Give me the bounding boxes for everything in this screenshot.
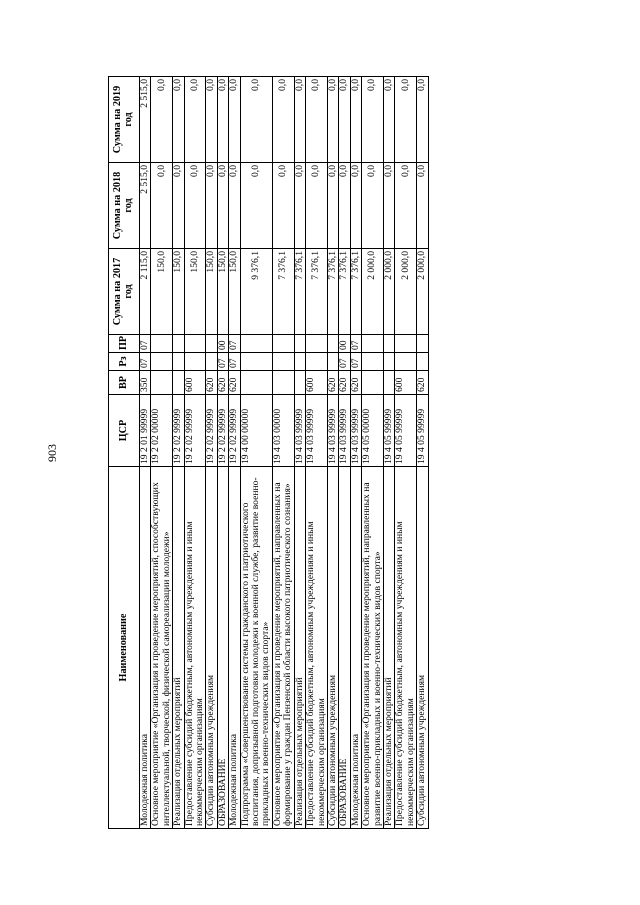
header-sum-2019: Сумма на 2019 год xyxy=(109,77,140,163)
cell-sum-2017: 7 376,1 xyxy=(339,249,350,335)
table-row xyxy=(383,77,394,829)
cell-vr xyxy=(272,371,294,395)
cell-csr: 19 4 03 99999 xyxy=(350,395,361,467)
header-pr: ПР xyxy=(109,335,140,353)
cell-vr xyxy=(151,371,173,395)
cell-name: Предоставление субсидий бюджетным, автономным учреждениям и иным некоммерческим организациям xyxy=(306,467,328,829)
cell-csr: 19 4 05 00000 xyxy=(362,395,384,467)
table-row xyxy=(350,77,361,829)
cell-rz xyxy=(272,353,294,371)
cell-sum-2019: 0,0 xyxy=(229,77,240,163)
cell-pr xyxy=(417,335,428,353)
cell-pr xyxy=(173,335,184,353)
cell-sum-2017: 2 000,0 xyxy=(417,249,428,335)
table-row xyxy=(306,77,328,829)
table-row xyxy=(362,77,384,829)
cell-sum-2017: 7 376,1 xyxy=(306,249,328,335)
cell-csr: 19 4 00 00000 xyxy=(240,395,272,467)
cell-sum-2018: 0,0 xyxy=(240,163,272,249)
rotated-table-frame xyxy=(108,77,598,829)
cell-csr: 19 2 02 99999 xyxy=(206,395,217,467)
cell-pr xyxy=(151,335,173,353)
cell-name: Основное мероприятие «Организация и проведение мероприятий, направленных на формирование у граждан Пензенской области высокого патриотического сознания» xyxy=(272,467,294,829)
cell-pr xyxy=(294,335,305,353)
cell-sum-2017: 2 000,0 xyxy=(362,249,384,335)
cell-sum-2019: 0,0 xyxy=(272,77,294,163)
cell-csr: 19 2 02 99999 xyxy=(217,395,228,467)
header-name: Наименование xyxy=(109,467,140,829)
table-row xyxy=(294,77,305,829)
cell-sum-2017: 7 376,1 xyxy=(350,249,361,335)
cell-vr: 620 xyxy=(206,371,217,395)
cell-pr xyxy=(184,335,206,353)
cell-sum-2019: 0,0 xyxy=(362,77,384,163)
header-vr: ВР xyxy=(109,371,140,395)
cell-vr: 620 xyxy=(327,371,338,395)
cell-name: Реализация отдельных мероприятий xyxy=(383,467,394,829)
table-row xyxy=(395,77,417,829)
cell-csr: 19 2 01 99999 xyxy=(140,395,151,467)
cell-vr: 620 xyxy=(229,371,240,395)
cell-pr xyxy=(240,335,272,353)
cell-name: ОБРАЗОВАНИЕ xyxy=(339,467,350,829)
cell-sum-2018: 0,0 xyxy=(294,163,305,249)
cell-vr: 620 xyxy=(350,371,361,395)
cell-csr: 19 4 03 00000 xyxy=(272,395,294,467)
cell-vr xyxy=(294,371,305,395)
cell-sum-2019: 0,0 xyxy=(294,77,305,163)
table-header-row xyxy=(109,77,140,829)
cell-sum-2018: 0,0 xyxy=(327,163,338,249)
cell-name: Молодежная политика xyxy=(350,467,361,829)
cell-name: Молодежная политика xyxy=(229,467,240,829)
cell-csr: 19 2 02 99999 xyxy=(184,395,206,467)
cell-sum-2017: 7 376,1 xyxy=(294,249,305,335)
table-container xyxy=(108,77,598,829)
cell-vr: 620 xyxy=(417,371,428,395)
cell-sum-2018: 0,0 xyxy=(173,163,184,249)
cell-name: Предоставление субсидий бюджетным, автономным учреждениям и иным некоммерческим организациям xyxy=(184,467,206,829)
table-body xyxy=(140,77,429,829)
cell-pr: 07 xyxy=(140,335,151,353)
cell-sum-2018: 0,0 xyxy=(395,163,417,249)
cell-rz xyxy=(240,353,272,371)
cell-sum-2017: 2 115,0 xyxy=(140,249,151,335)
cell-sum-2017: 9 376,1 xyxy=(240,249,272,335)
cell-sum-2017: 7 376,1 xyxy=(327,249,338,335)
page-number: 903 xyxy=(45,444,59,462)
cell-sum-2018: 2 515,0 xyxy=(140,163,151,249)
table-row xyxy=(240,77,272,829)
table-row xyxy=(140,77,151,829)
cell-vr xyxy=(173,371,184,395)
cell-sum-2018: 0,0 xyxy=(151,163,173,249)
table-row xyxy=(229,77,240,829)
cell-sum-2018: 0,0 xyxy=(272,163,294,249)
cell-sum-2018: 0,0 xyxy=(217,163,228,249)
cell-csr: 19 4 05 99999 xyxy=(417,395,428,467)
cell-csr: 19 4 03 99999 xyxy=(339,395,350,467)
cell-sum-2019: 0,0 xyxy=(206,77,217,163)
cell-name: Субсидии автономным учреждениям xyxy=(206,467,217,829)
cell-sum-2019: 0,0 xyxy=(151,77,173,163)
cell-pr xyxy=(327,335,338,353)
cell-sum-2018: 0,0 xyxy=(383,163,394,249)
cell-pr xyxy=(206,335,217,353)
table-row xyxy=(327,77,338,829)
cell-rz xyxy=(417,353,428,371)
cell-sum-2017: 2 000,0 xyxy=(395,249,417,335)
cell-pr: 07 xyxy=(229,335,240,353)
cell-csr: 19 4 05 99999 xyxy=(383,395,394,467)
cell-pr: 00 xyxy=(339,335,350,353)
cell-sum-2018: 0,0 xyxy=(206,163,217,249)
cell-vr xyxy=(383,371,394,395)
cell-sum-2018: 0,0 xyxy=(306,163,328,249)
cell-vr: 620 xyxy=(217,371,228,395)
cell-sum-2018: 0,0 xyxy=(362,163,384,249)
cell-rz xyxy=(184,353,206,371)
cell-sum-2017: 150,0 xyxy=(229,249,240,335)
cell-name: Субсидии автономным учреждениям xyxy=(327,467,338,829)
cell-sum-2017: 150,0 xyxy=(173,249,184,335)
cell-sum-2019: 0,0 xyxy=(339,77,350,163)
cell-sum-2017: 2 000,0 xyxy=(383,249,394,335)
cell-rz xyxy=(362,353,384,371)
cell-sum-2017: 7 376,1 xyxy=(272,249,294,335)
header-rz: Рз xyxy=(109,353,140,371)
cell-csr: 19 4 03 99999 xyxy=(294,395,305,467)
cell-sum-2018: 0,0 xyxy=(417,163,428,249)
cell-sum-2019: 0,0 xyxy=(184,77,206,163)
cell-pr xyxy=(272,335,294,353)
cell-name: Основное мероприятие «Организация и проведение мероприятий, направленных на развитие военно-прикладных и военно-технических видов спорта» xyxy=(362,467,384,829)
cell-csr: 19 2 02 00000 xyxy=(151,395,173,467)
cell-rz xyxy=(327,353,338,371)
budget-table xyxy=(108,76,429,829)
cell-name: Молодежная политика xyxy=(140,467,151,829)
table-row xyxy=(173,77,184,829)
table-row xyxy=(272,77,294,829)
cell-pr xyxy=(383,335,394,353)
cell-name: Подпрограмма «Совершенствование системы гражданского и патриотического воспитания, допризывной подготовки молодежи к военной службе, развитие военно-прикладных и военно-технических видов спорта» xyxy=(240,467,272,829)
cell-sum-2019: 0,0 xyxy=(217,77,228,163)
cell-name: Субсидии автономным учреждениям xyxy=(417,467,428,829)
cell-rz xyxy=(395,353,417,371)
cell-csr: 19 2 02 99999 xyxy=(173,395,184,467)
cell-pr: 00 xyxy=(217,335,228,353)
cell-sum-2019: 0,0 xyxy=(240,77,272,163)
table-row xyxy=(417,77,428,829)
cell-vr xyxy=(240,371,272,395)
cell-vr xyxy=(362,371,384,395)
cell-sum-2019: 2 515,0 xyxy=(140,77,151,163)
cell-sum-2019: 0,0 xyxy=(306,77,328,163)
table-row xyxy=(206,77,217,829)
cell-sum-2019: 0,0 xyxy=(173,77,184,163)
cell-sum-2019: 0,0 xyxy=(417,77,428,163)
cell-sum-2017: 150,0 xyxy=(184,249,206,335)
cell-name: ОБРАЗОВАНИЕ xyxy=(217,467,228,829)
cell-name: Основное мероприятие «Организация и проведение мероприятий, способствующих интеллектуальной, творческой, физической самореализации молодежи» xyxy=(151,467,173,829)
cell-rz: 07 xyxy=(140,353,151,371)
cell-pr xyxy=(395,335,417,353)
cell-vr: 600 xyxy=(395,371,417,395)
cell-rz: 07 xyxy=(217,353,228,371)
cell-pr xyxy=(306,335,328,353)
cell-csr: 19 2 02 99999 xyxy=(229,395,240,467)
cell-vr: 600 xyxy=(184,371,206,395)
table-row xyxy=(151,77,173,829)
cell-rz: 07 xyxy=(229,353,240,371)
cell-sum-2017: 150,0 xyxy=(206,249,217,335)
header-sum-2018: Сумма на 2018 год xyxy=(109,163,140,249)
cell-sum-2019: 0,0 xyxy=(395,77,417,163)
cell-rz xyxy=(294,353,305,371)
cell-sum-2017: 150,0 xyxy=(151,249,173,335)
cell-rz xyxy=(151,353,173,371)
cell-rz: 07 xyxy=(350,353,361,371)
cell-csr: 19 4 03 99999 xyxy=(306,395,328,467)
cell-sum-2017: 150,0 xyxy=(217,249,228,335)
cell-sum-2018: 0,0 xyxy=(350,163,361,249)
header-sum-2017: Сумма на 2017 год xyxy=(109,249,140,335)
cell-pr xyxy=(362,335,384,353)
cell-name: Предоставление субсидий бюджетным, автономным учреждениям и иным некоммерческим организациям xyxy=(395,467,417,829)
cell-rz xyxy=(383,353,394,371)
cell-sum-2019: 0,0 xyxy=(350,77,361,163)
cell-sum-2018: 0,0 xyxy=(229,163,240,249)
header-csr: ЦСР xyxy=(109,395,140,467)
cell-rz xyxy=(206,353,217,371)
cell-sum-2018: 0,0 xyxy=(339,163,350,249)
cell-vr: 600 xyxy=(306,371,328,395)
cell-name: Реализация отдельных мероприятий xyxy=(173,467,184,829)
cell-csr: 19 4 05 99999 xyxy=(395,395,417,467)
cell-rz xyxy=(173,353,184,371)
cell-vr: 620 xyxy=(339,371,350,395)
cell-pr: 07 xyxy=(350,335,361,353)
table-row xyxy=(339,77,350,829)
cell-name: Реализация отдельных мероприятий xyxy=(294,467,305,829)
cell-vr: 350 xyxy=(140,371,151,395)
table-row xyxy=(217,77,228,829)
table-row xyxy=(184,77,206,829)
cell-sum-2019: 0,0 xyxy=(327,77,338,163)
cell-rz xyxy=(306,353,328,371)
cell-sum-2019: 0,0 xyxy=(383,77,394,163)
cell-sum-2018: 0,0 xyxy=(184,163,206,249)
cell-csr: 19 4 03 99999 xyxy=(327,395,338,467)
cell-rz: 07 xyxy=(339,353,350,371)
